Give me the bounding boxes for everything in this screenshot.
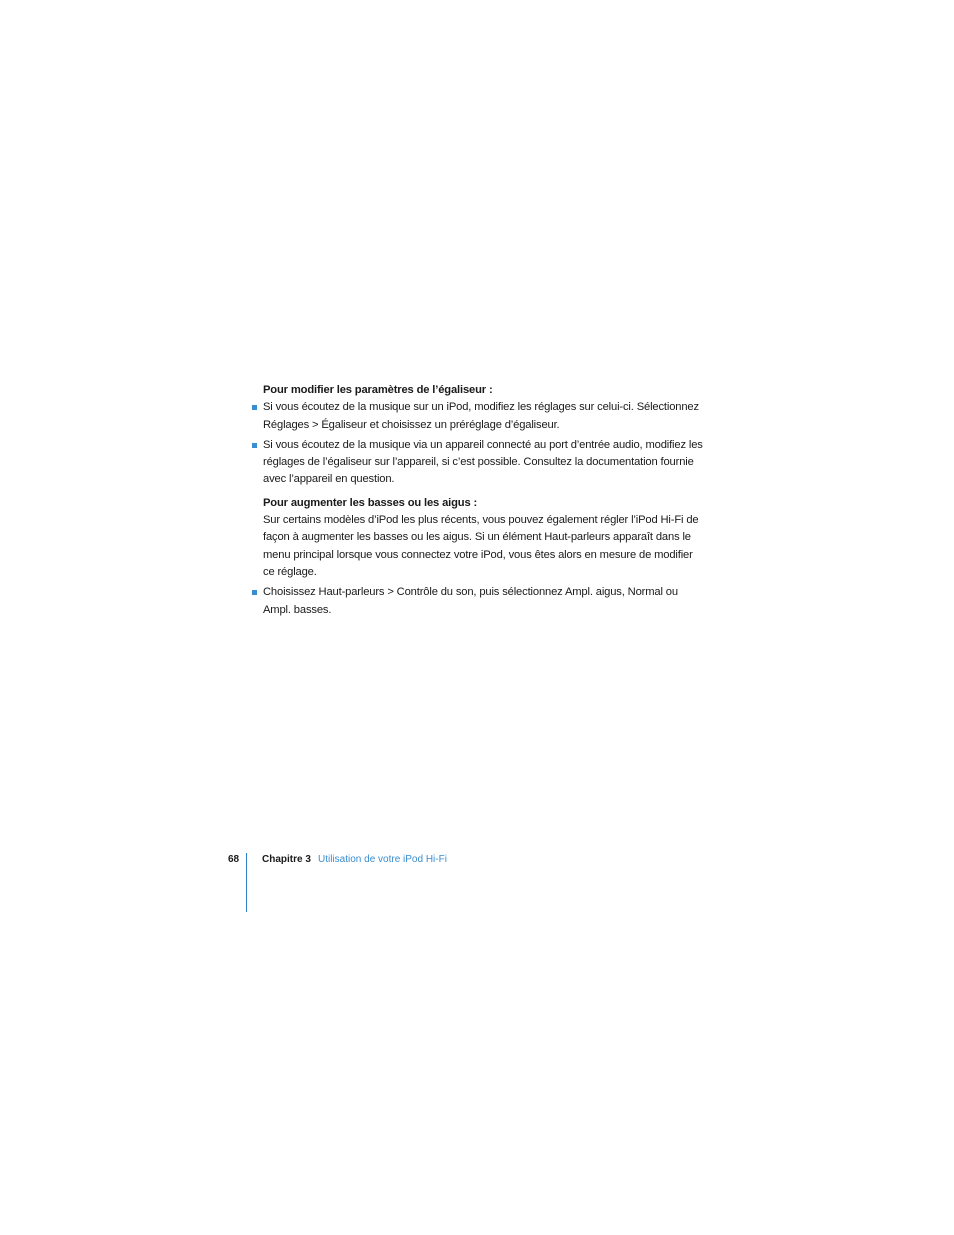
- footer-divider: [246, 853, 247, 912]
- list-item-text: Si vous écoutez de la musique via un appareil connecté au port d’entrée audio, modifiez les réglages de l’égaliseur sur l’appareil, si c’est possible. Consultez la documentation fournie avec l’appareil en question.: [263, 438, 703, 486]
- bullet-square-icon: [252, 443, 257, 448]
- page-number: 68: [228, 854, 240, 865]
- chapter-title: Utilisation de votre iPod Hi-Fi: [318, 854, 447, 865]
- list-item: [263, 437, 705, 489]
- page-footer: [0, 853, 954, 913]
- list-item: [263, 584, 705, 619]
- list-item-text: Choisissez Haut-parleurs > Contrôle du son, puis sélectionnez Ampl. aigus, Normal ou Ampl. basses.: [263, 586, 678, 616]
- list-item-text: Si vous écoutez de la musique sur un iPod, modifiez les réglages sur celui-ci. Sélectionnez Réglages > Égaliseur et choisissez un préréglage d’égaliseur.: [263, 401, 699, 431]
- bullet-square-icon: [252, 405, 257, 410]
- bullet-square-icon: [252, 590, 257, 595]
- section-heading-bass-treble: Pour augmenter les basses ou les aigus :: [263, 496, 478, 509]
- chapter-label: Chapitre 3: [262, 854, 311, 865]
- page-content: [263, 382, 705, 619]
- section-paragraph: Sur certains modèles d’iPod les plus récents, vous pouvez également régler l’iPod Hi-Fi de façon à augmenter les basses ou les aigus. Si un élément Haut-parleurs apparaît dans le menu principal lorsque vous connectez votre iPod, vous êtes alors en mesure de modifier ce réglage.: [263, 514, 699, 578]
- section-heading-equalizer: Pour modifier les paramètres de l’égaliseur :: [263, 384, 493, 396]
- list-item: [263, 399, 705, 434]
